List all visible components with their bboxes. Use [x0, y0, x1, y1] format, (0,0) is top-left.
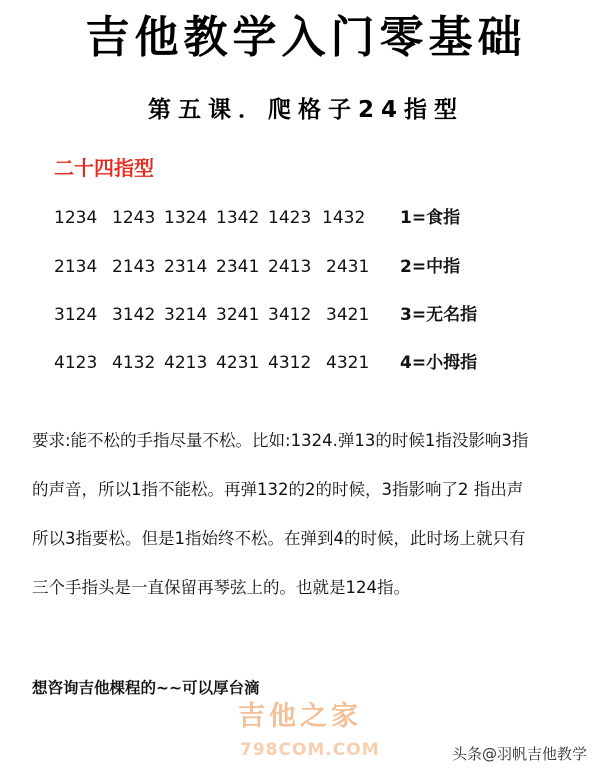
pattern-cell: 3214 — [164, 305, 208, 325]
finger-legend: 4=小拇指 — [400, 353, 478, 373]
finger-legend: 3=无名指 — [400, 305, 478, 325]
pattern-cell: 2431 — [326, 257, 370, 277]
paragraph-line: 的声音，所以1指不能松。再弹132的2的时候，3指影响了2 指出声 — [32, 480, 524, 499]
pattern-cell: 4213 — [164, 353, 208, 373]
page-title: 吉他教学入门零基础 — [85, 12, 527, 63]
contact-note: 想咨询吉他棵程的~~可以厚台滴 — [32, 679, 260, 697]
pattern-cell: 3412 — [268, 305, 312, 325]
paragraph-line: 要求:能不松的手指尽量不松。比如:1324.弹13的时候1指没影响3指 — [32, 431, 529, 450]
paragraph-line: 所以3指要松。但是1指始终不松。在弹到4的时候，此时场上就只有 — [32, 529, 526, 548]
pattern-cell: 1423 — [268, 208, 312, 228]
watermark-logo: 吉他之家 — [238, 701, 362, 732]
source-attribution: 头条@羽帆吉他教学 — [452, 745, 588, 763]
pattern-cell: 2134 — [54, 257, 98, 277]
pattern-cell: 1243 — [112, 208, 156, 228]
pattern-cell: 1324 — [164, 208, 208, 228]
section-heading: 二十四指型 — [54, 156, 154, 180]
finger-legend: 1=食指 — [400, 208, 461, 228]
pattern-cell: 1342 — [216, 208, 260, 228]
pattern-cell: 4123 — [54, 353, 98, 373]
pattern-cell: 1432 — [322, 208, 366, 228]
paragraph-line: 三个手指头是一直保留再琴弦上的。也就是124指。 — [32, 578, 410, 597]
pattern-cell: 2143 — [112, 257, 156, 277]
finger-legend: 2=中指 — [400, 257, 461, 277]
pattern-cell: 3124 — [54, 305, 98, 325]
pattern-cell: 3421 — [326, 305, 370, 325]
requirements-paragraph — [32, 416, 592, 612]
pattern-cell: 4231 — [216, 353, 260, 373]
lesson-subtitle: 第五课．爬格子24指型 — [147, 97, 464, 123]
watermark-url: 798COM.COM — [240, 740, 380, 760]
pattern-cell: 1234 — [54, 208, 98, 228]
pattern-cell: 4312 — [268, 353, 312, 373]
pattern-cell: 4321 — [326, 353, 370, 373]
pattern-cell: 2341 — [216, 257, 260, 277]
pattern-cell: 3142 — [112, 305, 156, 325]
pattern-cell: 4132 — [112, 353, 156, 373]
pattern-cell: 2413 — [268, 257, 312, 277]
pattern-cell: 2314 — [164, 257, 208, 277]
pattern-cell: 3241 — [216, 305, 260, 325]
